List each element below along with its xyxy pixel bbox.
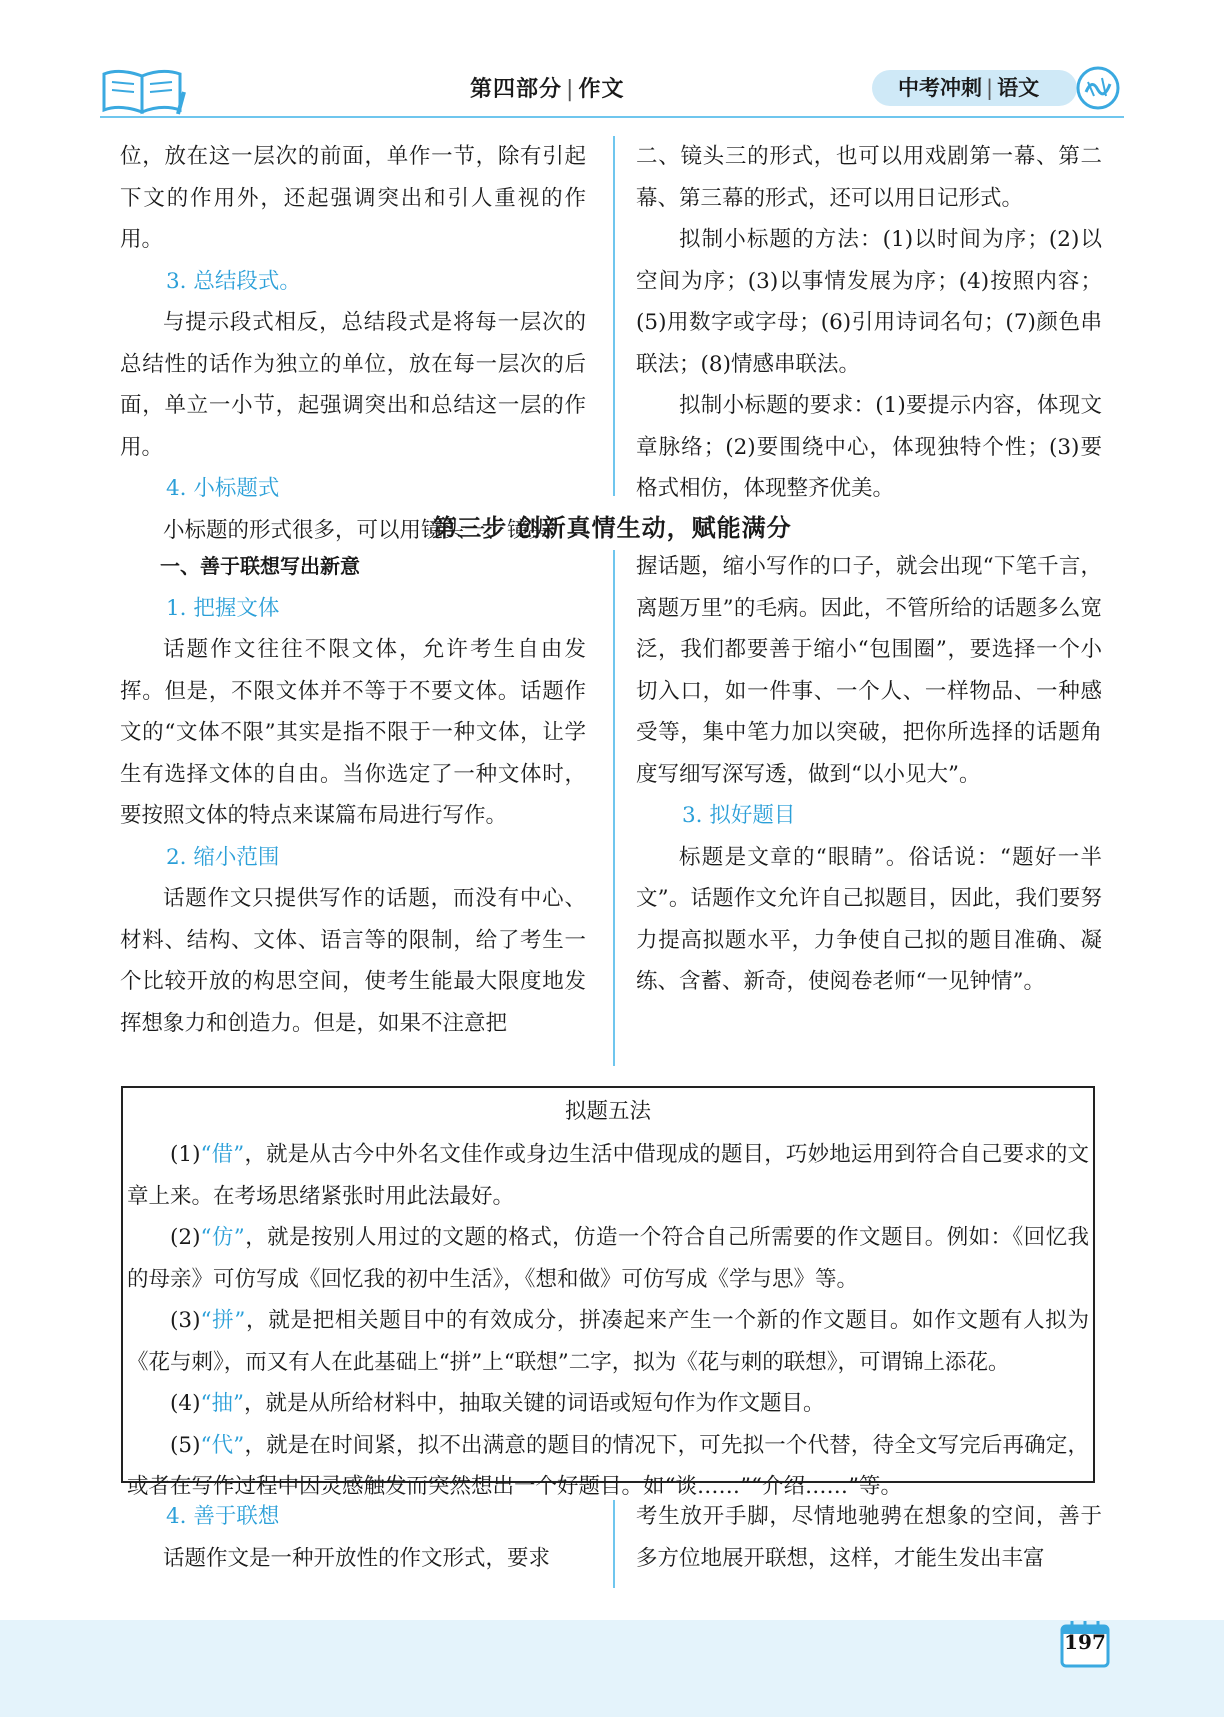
subsection-heading: 3. 总结段式。	[166, 268, 301, 294]
method-keyword: “抽”	[200, 1391, 244, 1416]
paragraph: 话题作文只提供写作的话题，而没有中心、材料、结构、文体、语言等的限制，给了考生一个比较开放的构思空间，使考生能最大限度地发挥想象力和创造力。但是，如果不注意把	[120, 886, 586, 1036]
subsection-heading: 4. 小标题式	[166, 476, 280, 501]
bottom-right-column	[636, 1496, 1102, 1579]
paragraph: 拟制小标题的要求：(1)要提示内容，体现文章脉络；(2)要围绕中心，体现独特个性；(3)要格式相仿，体现整齐优美。	[636, 393, 1102, 501]
method-number: (5)	[170, 1432, 201, 1458]
paragraph: 话题作文是一种开放性的作文形式，要求	[163, 1545, 551, 1571]
method-description: ，就是从所给材料中，抽取关键的词语或短句作为作文题目。	[243, 1391, 825, 1416]
paragraph: 标题是文章的“眼睛”。俗话说：“题好一半文”。话题作文允许自己拟题目，因此，我们要努力提高拟题水平，力争使自己拟的题目准确、凝练、含蓄、新奇，使阅卷老师“一见钟情”。	[636, 844, 1102, 994]
header-series: 中考冲刺	[898, 76, 982, 100]
method-description: ，就是在时间紧，拟不出满意的题目的情况下，可先拟一个代替，待全文写完后再确定，或者在写作过程中因灵感触发而突然想出一个好题目。如“谈……”“介绍……”等。	[127, 1432, 1089, 1499]
method-keyword: “借”	[200, 1142, 245, 1167]
column-divider	[613, 550, 615, 1066]
method-number: (3)	[170, 1308, 201, 1333]
paragraph-continued: 位，放在这一层次的前面，单作一节，除有引起下文的作用外，还起强调突出和引人重视的作用。	[120, 144, 586, 252]
section-title: 第三步 创新真情生动，赋能满分	[432, 514, 792, 542]
header-series-badge: 中考冲刺 | 语文	[872, 70, 1077, 106]
method-number: (4)	[170, 1391, 201, 1416]
method-description: ，就是把相关题目中的有效成分，拼凑起来产生一个新的作文题目。如作文题有人拟为《花与刺》，而又有人在此基础上“拼”上“联想”二字，拟为《花与刺的联想》，可谓锦上添花。	[127, 1308, 1089, 1375]
column-divider	[613, 1500, 615, 1588]
method-item	[127, 1134, 1089, 1217]
method-description: ，就是按别人用过的文题的格式，仿造一个符合自己所需要的作文题目。例如：《回忆我的母亲》可仿写成《回忆我的初中生活》，《想和做》可仿写成《学与思》等。	[127, 1225, 1089, 1292]
header-part: 第四部分	[470, 77, 563, 102]
paragraph: 拟制小标题的方法：(1)以时间为序；(2)以空间为序；(3)以事情发展为序；(4)按照内容；(5)用数字或字母；(6)引用诗词名句；(7)颜色串联法；(8)情感串联法。	[636, 227, 1102, 377]
tip-box	[121, 1086, 1095, 1499]
subsection-heading: 2. 缩小范围	[166, 844, 280, 870]
subsection-heading: 3. 拟好题目	[682, 803, 796, 828]
paragraph: 话题作文往往不限文体，允许考生自由发挥。但是，不限文体并不等于不要文体。话题作文的“文体不限”其实是指不限于一种文体，让学生有选择文体的自由。当你选定了一种文体时，要按照文体的特点来谋篇布局进行写作。	[120, 637, 586, 828]
header-subject: 语文	[997, 76, 1040, 100]
column-divider	[613, 136, 615, 496]
bottom-left-column	[120, 1496, 586, 1579]
top-left-column	[120, 136, 586, 551]
section-heading: 一、善于联想写出新意	[160, 554, 360, 578]
method-number: (1)	[170, 1142, 201, 1167]
tip-box-title: 拟题五法	[564, 1099, 651, 1124]
paragraph-continued: 二、镜头三的形式，也可以用戏剧第一幕、第二幕、第三幕的形式，还可以用日记形式。	[636, 144, 1102, 211]
middle-right-column	[636, 546, 1102, 1003]
subsection-heading: 4. 善于联想	[166, 1504, 280, 1529]
paragraph: 小标题的形式很多，可以用镜头一、镜头	[163, 517, 551, 543]
header-section: 作文	[578, 77, 625, 102]
page-number: 197	[1064, 1630, 1106, 1654]
header-rule	[100, 116, 1124, 118]
footer-band	[0, 1620, 1224, 1717]
tip-box-body	[127, 1134, 1089, 1508]
paragraph-continued: 握话题，缩小写作的口子，就会出现“下笔千言，离题万里”的毛病。因此，不管所给的话题多么宽泛，我们都要善于缩小“包围圈”，要选择一个小切入口，如一件事、一个人、一样物品、一种感受等，集中笔力加以突破，把你所选择的话题角度写细写深写透，做到“以小见大”。	[636, 554, 1102, 787]
paragraph: 与提示段式相反，总结段式是将每一层次的总结性的话作为独立的单位，放在每一层次的后面，单立一小节，起强调突出和总结这一层的作用。	[120, 310, 586, 460]
method-number: (2)	[170, 1225, 201, 1250]
method-item	[127, 1217, 1089, 1300]
header-title: 第四部分 | 作文	[470, 77, 625, 102]
subsection-heading: 1. 把握文体	[166, 595, 280, 621]
open-book-icon	[100, 66, 190, 118]
method-keyword: “仿”	[200, 1225, 245, 1250]
method-item	[127, 1300, 1089, 1383]
top-right-column	[636, 136, 1102, 510]
method-description: ，就是从古今中外名文佳作或身边生活中借现成的题目，巧妙地运用到符合自己要求的文章上来。在考场思绪紧张时用此法最好。	[127, 1142, 1089, 1209]
method-item	[127, 1383, 1089, 1425]
method-keyword: “拼”	[200, 1308, 246, 1333]
middle-left-column	[120, 546, 586, 1044]
method-keyword: “代”	[200, 1432, 245, 1458]
series-logo-icon	[1076, 66, 1120, 110]
paragraph-continued: 考生放开手脚，尽情地驰骋在想象的空间，善于多方位地展开联想，这样，才能生发出丰富	[636, 1504, 1102, 1571]
